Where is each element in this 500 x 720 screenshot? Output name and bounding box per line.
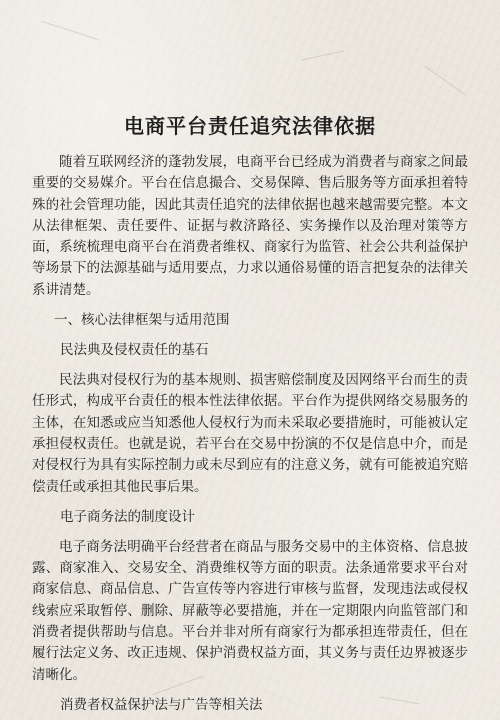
subsection-heading: 电子商务法的制度设计 [60,508,195,525]
document-body [32,112,468,716]
intro-paragraph: 随着互联网经济的蓬勃发展，电商平台已经成为消费者与商家之间最重要的交易媒介。平台在信息撮合、交易保障、售后服务等方面承担着特殊的社会管理功能，因此其责任追究的法律依据也越来越需要完整。本文从法律框架、责任要件、证据与救济路径、实务操作以及治理对策等方面，系统梳理电商平台在消费者维权、商家行为监管、社会公共利益保护等场景下的法源基础与适用要点，力求以通俗易懂的语言把复杂的法律关系讲清楚。 [32,154,468,298]
ecommerce-law-paragraph: 电子商务法明确平台经营者在商品与服务交易中的主体资格、信息披露、商家准入、交易安全、消费维权等方面的职责。法条通常要求平台对商家信息、商品信息、广告宣传等内容进行审核与监督，发现违法或侵权线索应采取暂停、删除、屏蔽等必要措施，并在一定期限内向监管部门和消费者提供帮助与信息。平台并非对所有商家行为都承担连带责任，但在履行法定义务、改正违规、保护消费权益方面，其义务与责任边界被逐步清晰化。 [32,538,468,683]
spacer [32,498,468,507]
subsection-heading: 民法典及侵权责任的基石 [60,342,209,359]
spacer [32,331,468,340]
subsection-heading: 消费者权益保护法与广告等相关法 [60,696,263,713]
spacer [32,686,468,695]
section-heading: 一、核心法律框架与适用范围 [54,312,230,329]
spacer [32,301,468,310]
spacer [32,528,468,537]
civil-code-paragraph: 民法典对侵权行为的基本规则、损害赔偿制度及因网络平台而生的责任形式，构成平台责任的根本性法律依据。平台作为提供网络交易服务的主体，在知悉或应当知悉他人侵权行为而未采取必要措施时，可能被认定承担侵权责任。也就是说，若平台在交易中扮演的不仅是信息中介，而是对侵权行为具有实际控制力或未尽到应有的注意义务，就有可能被追究赔偿责任或承担其他民事后果。 [32,372,468,495]
document-title: 电商平台责任追究法律依据 [124,114,376,138]
spacer [32,361,468,370]
